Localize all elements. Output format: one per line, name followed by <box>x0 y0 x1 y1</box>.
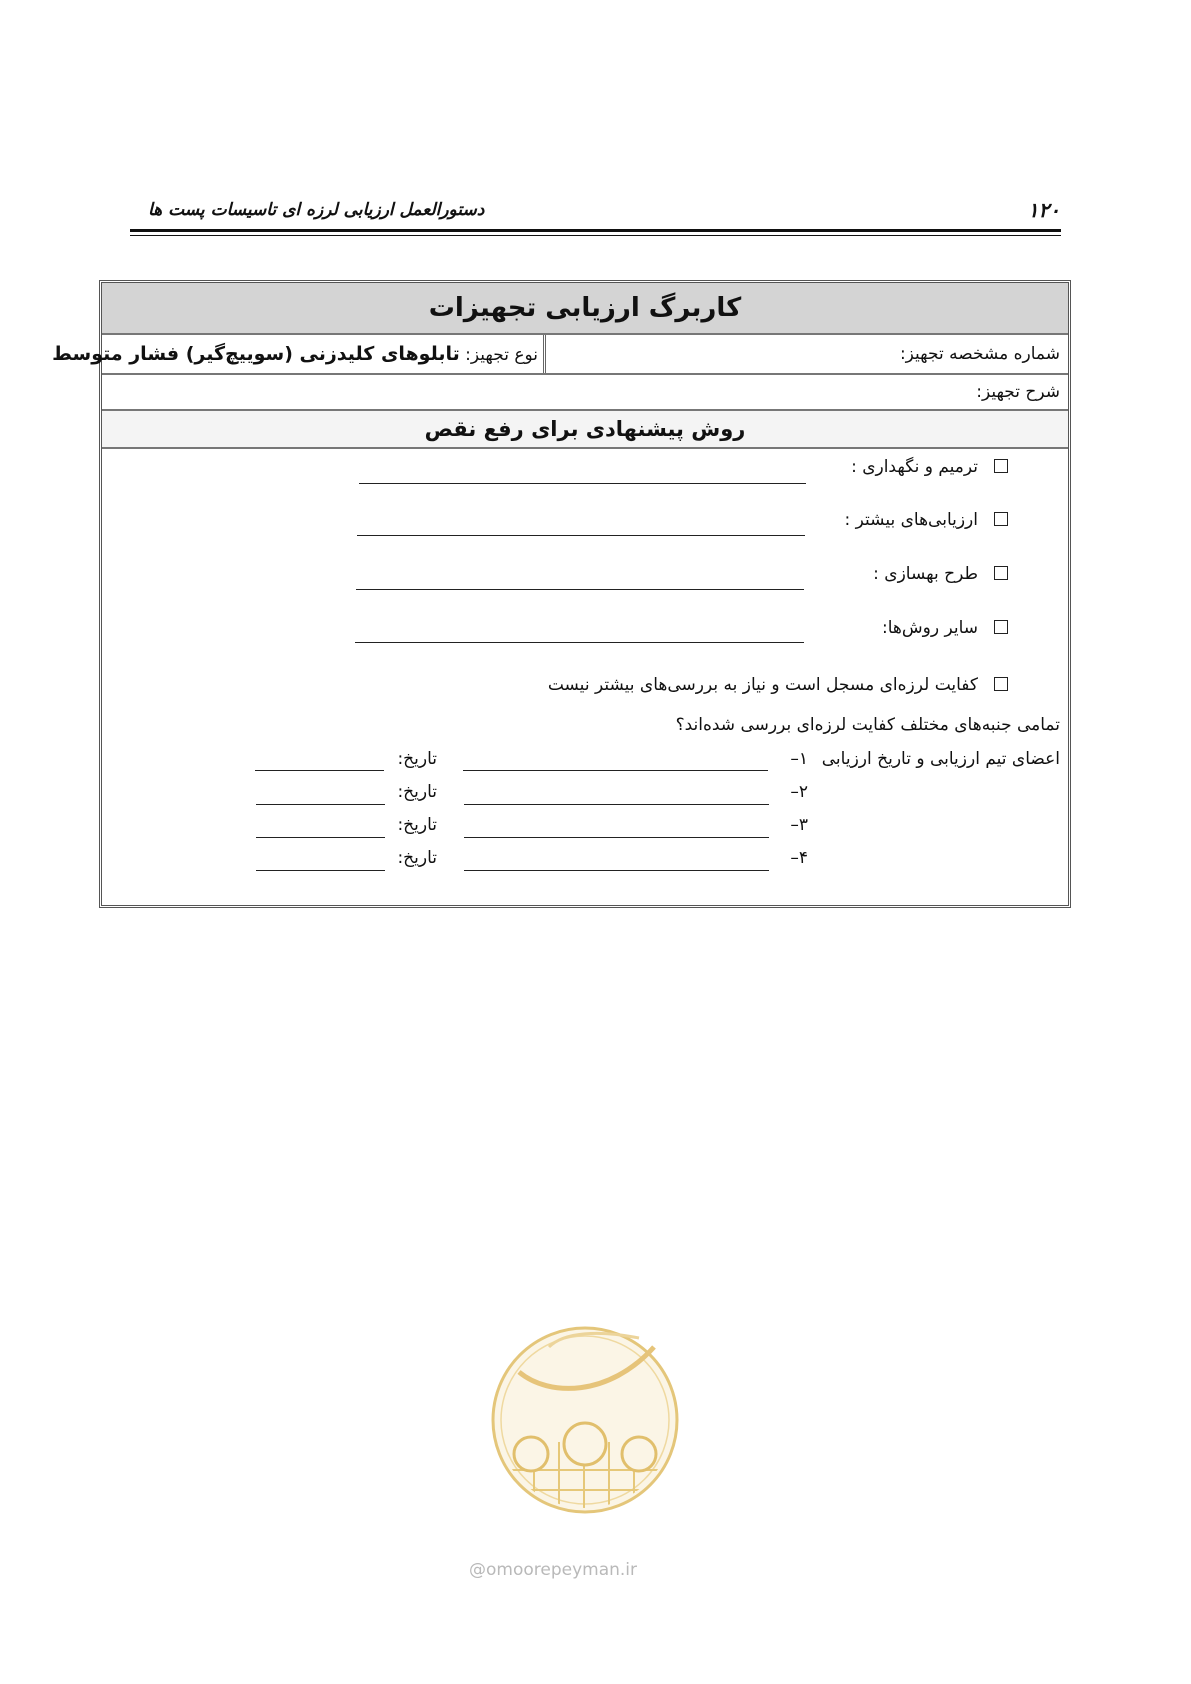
member-number-3: ۳– <box>790 815 808 835</box>
running-header-title: دستورالعمل ارزیابی لرزه ای تاسیسات پست ها <box>148 200 485 220</box>
date-label-1: تاریخ: <box>397 749 437 769</box>
equipment-info-row <box>52 335 1068 375</box>
checkbox-other-methods[interactable] <box>994 620 1008 634</box>
date-line-2[interactable] <box>256 804 385 805</box>
date-label-4: تاریخ: <box>397 848 437 868</box>
member-name-line-1[interactable] <box>463 770 768 771</box>
option-repair-label: ترمیم و نگهداری : <box>851 457 978 477</box>
equipment-description-label: شرح تجهیز: <box>976 382 1060 402</box>
retrofit-fill-line[interactable] <box>356 589 804 590</box>
checkbox-repair[interactable] <box>994 459 1008 473</box>
member-number-4: ۴– <box>790 848 808 868</box>
member-number-2: ۲– <box>790 782 808 802</box>
option-other-methods-label: سایر روش‌ها: <box>882 618 978 638</box>
equipment-description-row[interactable] <box>102 375 1068 411</box>
further-evaluation-fill-line[interactable] <box>357 535 805 536</box>
equipment-type-label: نوع تجهیز: <box>465 345 538 365</box>
date-line-4[interactable] <box>256 870 385 871</box>
option-further-evaluation-label: ارزیابی‌های بیشتر : <box>844 510 978 530</box>
option-retrofit-label: طرح بهسازی : <box>873 564 978 584</box>
checkbox-further-evaluation[interactable] <box>994 512 1008 526</box>
watermark-seal-icon <box>489 1302 709 1602</box>
equipment-evaluation-form <box>52 280 1071 908</box>
page-number: ۱۲۰ <box>1027 198 1060 222</box>
checkbox-retrofit[interactable] <box>994 566 1008 580</box>
methods-body <box>102 449 1068 905</box>
header-rule-thick <box>130 229 1061 232</box>
other-methods-fill-line[interactable] <box>355 642 804 643</box>
equipment-type-cell <box>52 335 546 373</box>
option-retrofit[interactable] <box>873 564 1008 584</box>
checkbox-adequacy-confirmed[interactable] <box>994 677 1008 691</box>
header-rule-thin <box>130 235 1061 236</box>
member-number-1: ۱– <box>790 749 808 769</box>
member-name-line-2[interactable] <box>464 804 769 805</box>
date-label-2: تاریخ: <box>397 782 437 802</box>
member-name-line-3[interactable] <box>464 837 769 838</box>
team-label: اعضای تیم ارزیابی و تاریخ ارزیابی <box>821 749 1060 769</box>
watermark-site: @omoorepeyman.ir <box>469 1560 638 1580</box>
form-title: کاربرگ ارزیابی تجهیزات <box>102 283 1068 335</box>
option-other-methods[interactable] <box>882 618 1008 638</box>
member-name-line-4[interactable] <box>464 870 769 871</box>
equipment-type-value: تابلوهای کلیدزنی (سوییچ‌گیر) فشار متوسط <box>52 343 460 365</box>
option-further-evaluation[interactable] <box>845 510 1008 530</box>
date-label-3: تاریخ: <box>397 815 437 835</box>
aspects-question: تمامی جنبه‌های مختلف کفایت لرزه‌ای بررسی شده‌اند؟ <box>675 715 1060 735</box>
option-adequacy-confirmed[interactable] <box>548 675 1008 695</box>
methods-title: روش پیشنهادی برای رفع نقص <box>102 411 1068 449</box>
watermark-logo <box>469 1302 709 1602</box>
equipment-id-cell[interactable] <box>543 335 1068 373</box>
date-line-3[interactable] <box>256 837 385 838</box>
date-line-1[interactable] <box>255 770 384 771</box>
option-repair[interactable] <box>851 457 1008 477</box>
equipment-id-label: شماره مشخصه تجهیز: <box>899 344 1060 364</box>
page-header <box>130 194 1060 224</box>
option-adequacy-confirmed-label: کفایت لرزه‌ای مسجل است و نیاز به بررسی‌های بیشتر نیست <box>547 675 978 695</box>
repair-fill-line[interactable] <box>359 483 806 484</box>
